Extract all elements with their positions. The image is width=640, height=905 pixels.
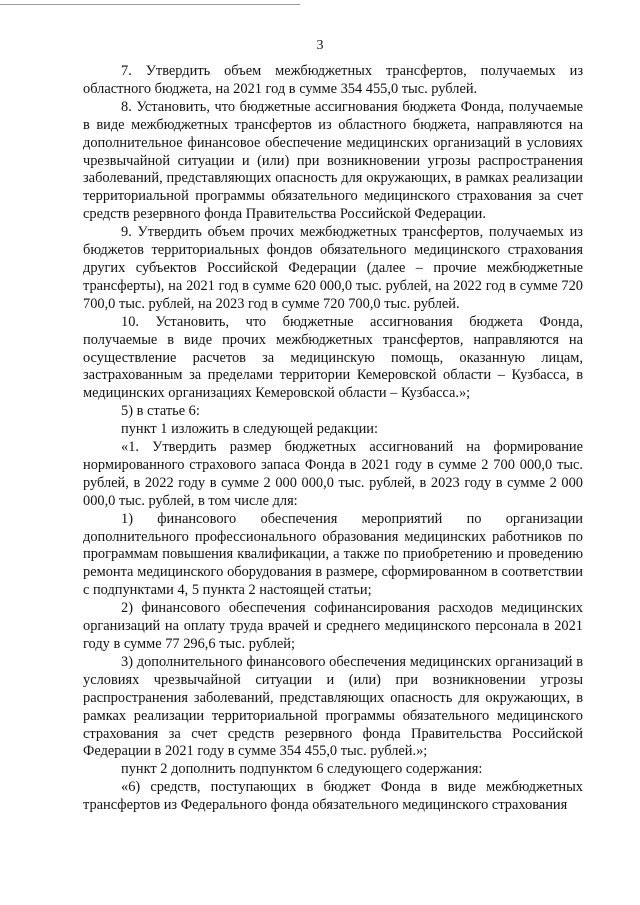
point-1-text: «1. Утвердить размер бюджетных ассигнований на формирование нормированного страхового запаса Фонда в 2021 году в сумме 2 700 000,0 тыс. рублей, в 2022 году в сумме 2 000 000,0 тыс. рублей, в 2023 году в сумме 2 000 000,0 тыс. рублей, в том числе для: bbox=[83, 439, 583, 509]
subpoint-6: «6) средств, поступающих в бюджет Фонда в виде межбюджетных трансфертов из Федерального фонда обязательного медицинского страхования bbox=[83, 779, 583, 814]
amendment-article-6: 5) в статье 6: bbox=[121, 403, 200, 420]
document-body bbox=[83, 63, 583, 815]
subpoint-3: 3) дополнительного финансового обеспечения медицинских организаций в условиях чрезвычайной ситуации и (или) при возникновении угрозы распространения заболеваний, представляющих опасность для окружающих, в рамках реализации территориальной программы обязательного медицинского страхования за счет средств резервного фонда Правительства Российской Федерации в 2021 году в сумме 354 455,0 тыс. рублей.»; bbox=[83, 653, 583, 760]
subpoint-2: 2) финансового обеспечения софинансирования расходов медицинских организаций на оплату труда врачей и среднего медицинского персонала в 2021 году в сумме 77 296,6 тыс. рублей; bbox=[83, 600, 583, 652]
amendment-point-2-intro: пункт 2 дополнить подпунктом 6 следующего содержания: bbox=[121, 761, 483, 778]
paragraph-10: 10. Установить, что бюджетные ассигнования бюджета Фонда, получаемые в виде прочих межбюджетных трансфертов, направляются на осуществление расчетов за медицинскую помощь, оказанную лицам, застрахованным за пределами территории Кемеровской области – Кузбасса, в медицинских организациях Кемеровской области – Кузбасса.»; bbox=[83, 313, 583, 402]
paragraph-8: 8. Установить, что бюджетные ассигнования бюджета Фонда, получаемые в виде межбюджетных трансфертов из областного бюджета, направляются на дополнительное финансовое обеспечение медицинских организаций в условиях чрезвычайной ситуации и (или) при возникновении угрозы распространения заболеваний, представляющих опасность для окружающих, в рамках реализации территориальной программы обязательного медицинского страхования за счет средств резервного фонда Правительства Российской Федерации. bbox=[83, 98, 583, 223]
amendment-point-1-intro: пункт 1 изложить в следующей редакции: bbox=[121, 421, 378, 438]
paragraph-7: 7. Утвердить объем межбюджетных трансфертов, получаемых из областного бюджета, на 2021 год в сумме 354 455,0 тыс. рублей. bbox=[83, 63, 583, 97]
paragraph-9: 9. Утвердить объем прочих межбюджетных трансфертов, получаемых из бюджетов территориальных фондов обязательного медицинского страхования других субъектов Российской Федерации (далее – прочие межбюджетные трансферты), на 2021 год в сумме 620 000,0 тыс. рублей, на 2022 год в сумме 720 700,0 тыс. рублей, на 2023 год в сумме 720 700,0 тыс. рублей. bbox=[83, 224, 583, 312]
top-rule bbox=[0, 4, 300, 5]
subpoint-1: 1) финансового обеспечения мероприятий по организации дополнительного профессионального образования медицинских работников по программам повышения квалификации, а также по приобретению и проведению ремонта медицинского оборудования в размере, сформированном в соответствии с подпунктами 4, 5 пункта 2 настоящей статьи; bbox=[83, 510, 583, 599]
page-number: 3 bbox=[316, 38, 324, 53]
